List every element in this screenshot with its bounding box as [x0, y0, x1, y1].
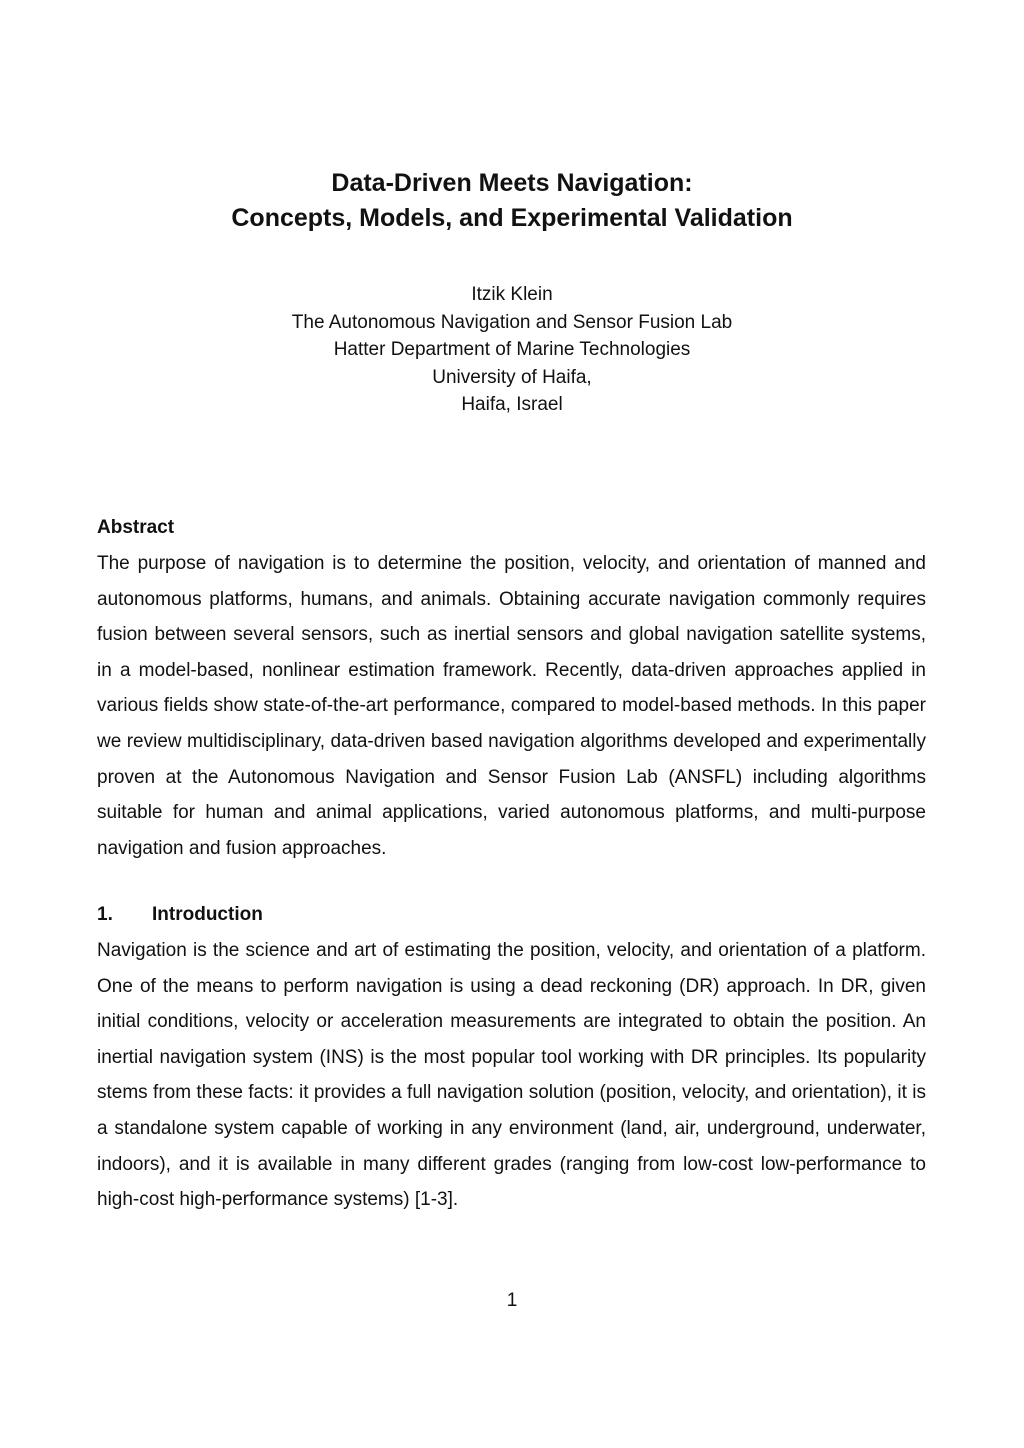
paper-title [0, 166, 1024, 236]
introduction-text: Navigation is the science and art of estimating the position, velocity, and orientation of a platform. One of the means to perform navigation is using a dead reckoning (DR) approach. In DR, given initial conditions, velocity or acceleration measurements are integrated to obtain the position. An inertial navigation system (INS) is the most popular tool working with DR principles. Its popularity stems from these facts: it provides a full navigation solution (position, velocity, and orientation), it is a standalone system capable of working in any environment (land, air, underground, underwater, indoors), and it is available in many different grades (ranging from low-cost low-performance to high-cost high-performance systems) [1-3]. [97, 940, 926, 1211]
abstract-text: The purpose of navigation is to determine the position, velocity, and orientation of manned and autonomous platforms, humans, and animals. Obtaining accurate navigation commonly requires fusion between several sensors, such as inertial sensors and global navigation satellite systems, in a model-based, nonlinear estimation framework. Recently, data-driven approaches applied in various fields show state-of-the-art performance, compared to model-based methods. In this paper we review multidisciplinary, data-driven based navigation algorithms developed and experimentally proven at the Autonomous Navigation and Sensor Fusion Lab (ANSFL) including algorithms suitable for human and animal applications, varied autonomous platforms, and multi-purpose navigation and fusion approaches. [97, 553, 926, 859]
section-number: 1. [97, 904, 113, 925]
author-block [0, 281, 1024, 419]
title-line-1: Data-Driven Meets Navigation: [331, 169, 693, 197]
author-lab: The Autonomous Navigation and Sensor Fusion Lab [291, 311, 733, 333]
page-number: 1 [506, 1290, 518, 1311]
author-name: Itzik Klein [471, 284, 553, 305]
introduction-heading [97, 903, 263, 927]
section-title: Introduction [152, 904, 263, 925]
author-university: University of Haifa, [432, 366, 592, 388]
author-department: Hatter Department of Marine Technologies [333, 339, 691, 360]
author-location: Haifa, Israel [461, 394, 563, 415]
abstract-heading: Abstract [97, 517, 175, 538]
title-line-2: Concepts, Models, and Experimental Validation [231, 204, 793, 232]
